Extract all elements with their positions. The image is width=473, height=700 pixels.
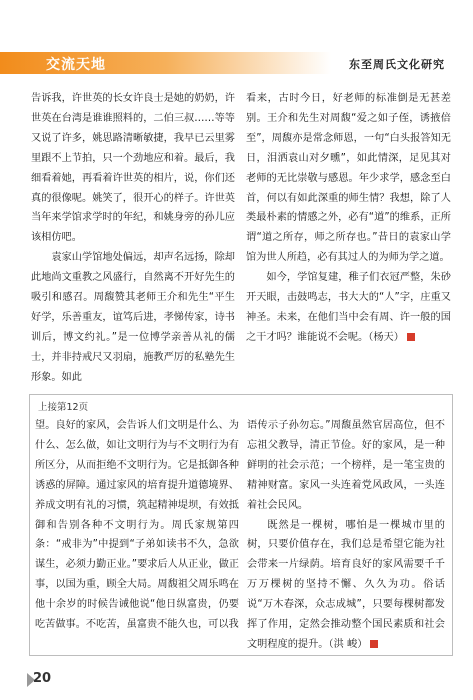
article1-column-2	[246, 89, 451, 348]
section-title: 交流天地	[46, 57, 106, 73]
paragraph	[246, 268, 451, 348]
continued-from-label: 上接第12页	[38, 402, 89, 413]
page-number: 20	[33, 671, 52, 686]
end-mark-icon	[370, 640, 378, 648]
end-mark-icon	[407, 333, 415, 341]
article2-column-1	[35, 416, 239, 635]
page-header	[0, 0, 473, 75]
paragraph: 望。良好的家风，会告诉人们文明是什么、为什么、怎么做，如让文明行为与不文明行为有所区分，从而拒绝不文明行为。它是抵御各种诱惑的屏障。通过家风的培育提升道德境界、养成文明有礼的习惯，筑起精神堤坝，有效抵御和告别各种不文明行为。周氏家规第四条：“戒非为”中提到“子弟如读书不久，急欲谋生，必须力勤正业。”要求后人从正业，做正事，以国为重，顾全大局。周馥祖父周乐鸣在他十余岁的时候告诫他说“他日纵富贵，仍要吃苦做事。不吃苦，虽富贵不能久也，可以我	[35, 420, 239, 631]
paragraph: 看来，古时今日，好老师的标准倒是无甚差别。王介和先生对周馥“爱之如子侄，诱掖倍至”，周馥亦是常念师恩，一句“白头报答知无日，泪洒袁山对夕曛”，如此情深，足见其对老师的无比崇敬与感恩。年少求学，感念至白首，何以有如此深重的师生情？我想，除了人类最朴素的情感之外，必有“道”的维系，正所谓“道之所存，师之所存也。”昔日的袁家山学馆为世人所趋，必有其过人的为师为学之道。	[246, 93, 451, 264]
author-name: （洪 峻）	[328, 638, 368, 650]
author-name: （杨天）	[368, 331, 404, 343]
article2-column-2	[247, 416, 445, 655]
paragraph-text: 既然是一棵树，哪怕是一棵城市里的树，只要价值存在，我们总是希望它能为社会带来一片绿荫。培育良好的家风需要千千万万棵树的坚持不懈、久久为功。俗话说“万木春深，众志成城”，只要每棵树都发挥了作用，定然会推动整个国民素质和社会文明程度的提升。	[247, 519, 445, 650]
article1-column-1	[31, 89, 235, 388]
journal-title: 东至周氏文化研究	[349, 58, 445, 71]
paragraph: 告诉我，许世英的长女许良士是她的奶奶，许世英在台湾是谁谁照料的，二伯三叔……等等又说了许多，姚思路清晰敏捷，我早已云里雾里跟不上节拍，只一个劲地应和着。最后，我细看着她，再看着许世英的相片，说，你们还真的很像呢。姚笑了，很开心的样子。许世英当年来学馆求学时的年纪，和姚身旁的孙儿应该相仿吧。	[31, 93, 235, 244]
paragraph: 袁家山学馆地处偏远，却声名远扬，除却此地尚文重教之风盛行，自然离不开好先生的吸引和感召。周馥赞其老师王介和先生“平生好学，乐善重友，谊笃后进，孝悌传家，诗书训后，博文约礼。”是一位博学亲善从礼的儒士，并非持戒尺又羽扇，施教严厉的私塾先生形象。如此	[31, 252, 235, 383]
paragraph-text: 如今，学馆复建，稚子们衣冠严整，朱砂开天眼，击鼓鸣志，书大大的“人”字，庄重又神圣。未来，在他们当中会有周、许一般的国之干才吗？谁能说不会呢。	[246, 272, 451, 343]
paragraph	[247, 516, 445, 655]
paragraph: 语传示子孙勿忘。”周馥虽然官居高位，但不忘祖父教导，清正节俭。好的家风，是一种鲜明的社会示范；一个榜样，是一笔宝贵的精神财富。家风一头连着党风政风，一头连着社会民风。	[247, 420, 445, 511]
